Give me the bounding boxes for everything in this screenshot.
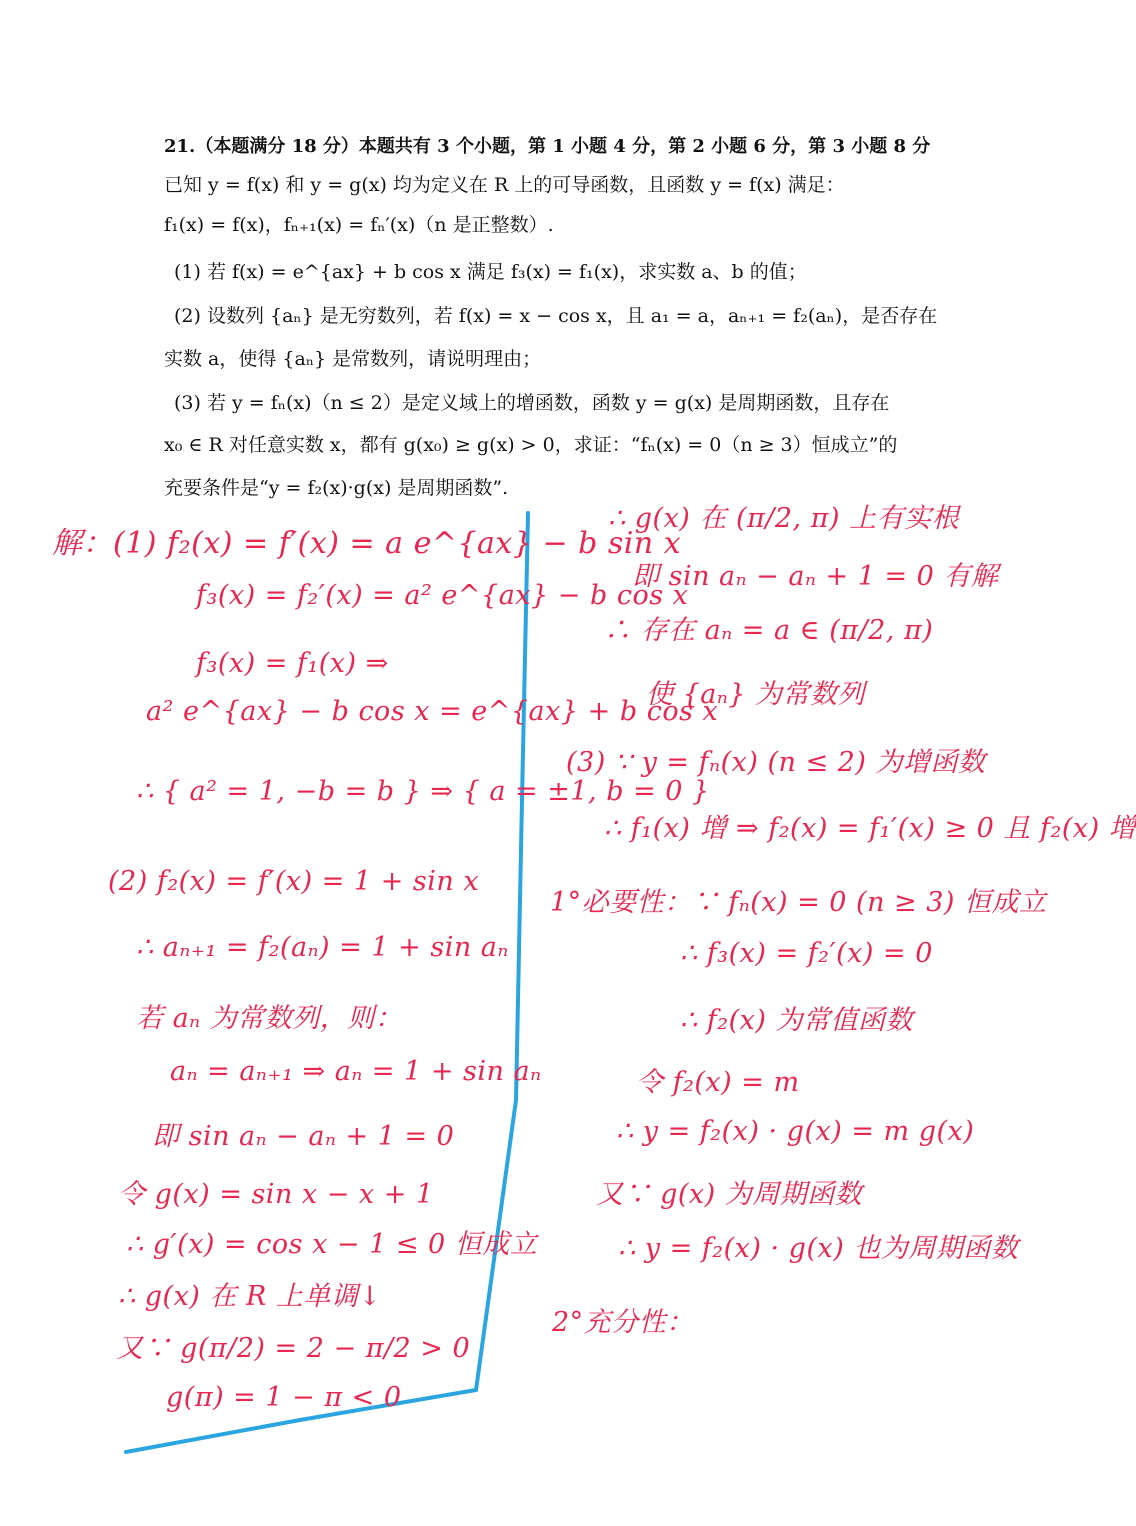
question-1: (1) 若 f(x) = e^{ax} + b cos x 满足 f₃(x) = f₁(x)，求实数 a、b 的值； <box>174 261 807 283</box>
question-3-line-3: 充要条件是“y = f₂(x)·g(x) 是周期函数”. <box>164 477 509 499</box>
hw-left-line: ∴ aₙ₊₁ = f₂(aₙ) = 1 + sin aₙ <box>136 932 509 963</box>
hw-right-line: 2°充分性： <box>552 1307 694 1338</box>
hw-left-line: a² e^{ax} − b cos x = e^{ax} + b cos x <box>146 696 719 727</box>
hw-right-line: ∴ f₂(x) 为常值函数 <box>680 1005 913 1036</box>
hw-right-line: ∴ f₁(x) 增 ⇒ f₂(x) = f₁′(x) ≥ 0 且 f₂(x) 增 <box>604 813 1136 844</box>
question-3-line-1: (3) 若 y = fₙ(x)（n ≤ 2）是定义域上的增函数，函数 y = g(x) 是周期函数，且存在 <box>174 392 890 414</box>
hw-left-line: g(π) = 1 − π < 0 <box>166 1382 402 1413</box>
hw-right-line: ∴ y = f₂(x) · g(x) = m g(x) <box>616 1116 975 1147</box>
hw-right-line: ∴ g(x) 在 (π/2, π) 上有实根 <box>608 503 960 534</box>
hw-right-line: (3) ∵ y = fₙ(x) (n ≤ 2) 为增函数 <box>566 747 986 778</box>
hw-right-line: ∴ 存在 aₙ = a ∈ (π/2, π) <box>604 615 934 646</box>
hw-left-line: 令 g(x) = sin x − x + 1 <box>118 1179 434 1210</box>
hw-left-line: ∴ { a² = 1, −b = b } ⇒ { a = ±1, b = 0 } <box>136 776 710 807</box>
hw-right-line: ∴ y = f₂(x) · g(x) 也为周期函数 <box>618 1233 1019 1264</box>
problem-header: 21.（本题满分 18 分）本题共有 3 个小题，第 1 小题 4 分，第 2 小题 6 分，第 3 小题 8 分 <box>164 136 931 157</box>
hw-right-line: ∴ f₃(x) = f₂′(x) = 0 <box>680 938 933 969</box>
question-2-line-1: (2) 设数列 {aₙ} 是无穷数列，若 f(x) = x − cos x，且 a₁ = a，aₙ₊₁ = f₂(aₙ)，是否存在 <box>174 305 938 327</box>
hw-left-line: aₙ = aₙ₊₁ ⇒ aₙ = 1 + sin aₙ <box>170 1056 542 1087</box>
hw-left-line: f₃(x) = f₁(x) ⇒ <box>196 648 389 679</box>
hw-right-line: 令 f₂(x) = m <box>636 1067 800 1098</box>
hw-left-line: f₃(x) = f₂′(x) = a² e^{ax} − b cos x <box>196 580 689 611</box>
hw-left-line: 解：(1) f₂(x) = f′(x) = a e^{ax} − b sin x <box>52 526 682 561</box>
hw-right-line: 即 sin aₙ − aₙ + 1 = 0 有解 <box>632 561 999 592</box>
hw-left-line: 若 aₙ 为常数列，则： <box>136 1003 403 1034</box>
hw-left-line: ∴ g(x) 在 R 上单调↓ <box>118 1281 382 1312</box>
hw-right-line: 1°必要性：∵ fₙ(x) = 0 (n ≥ 3) 恒成立 <box>550 887 1047 918</box>
problem-intro-2: f₁(x) = f(x)，fₙ₊₁(x) = fₙ′(x)（n 是正整数）. <box>164 214 554 236</box>
problem-intro-1: 已知 y = f(x) 和 y = g(x) 均为定义在 R 上的可导函数，且函数 y = f(x) 满足： <box>164 174 845 196</box>
hw-right-line: 又∵ g(x) 为周期函数 <box>596 1179 863 1210</box>
hw-left-line: 又∵ g(π/2) = 2 − π/2 > 0 <box>116 1333 471 1364</box>
hw-right-line: 使 {aₙ} 为常数列 <box>646 679 866 710</box>
hw-left-line: ∴ g′(x) = cos x − 1 ≤ 0 恒成立 <box>126 1229 538 1260</box>
question-2-line-2: 实数 a，使得 {aₙ} 是常数列，请说明理由； <box>164 348 542 370</box>
question-3-line-2: x₀ ∈ R 对任意实数 x，都有 g(x₀) ≥ g(x) > 0，求证：“fₙ(x) = 0（n ≥ 3）恒成立”的 <box>164 434 898 456</box>
hw-left-line: (2) f₂(x) = f′(x) = 1 + sin x <box>108 866 480 897</box>
hw-left-line: 即 sin aₙ − aₙ + 1 = 0 <box>152 1121 455 1152</box>
